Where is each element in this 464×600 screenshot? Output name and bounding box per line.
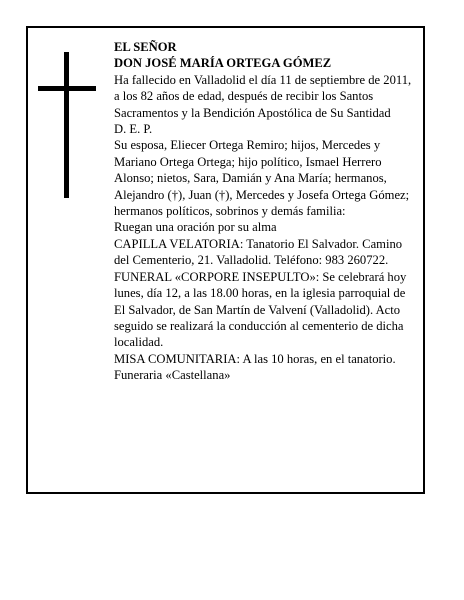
title-honorific: EL SEÑOR xyxy=(114,40,177,54)
death-announcement: Ha fallecido en Valladolid el día 11 de septiembre de 2011, a los 82 años de edad, después de recibir los Santos Sacramentos y la Bendición Apostólica de Su Santidad xyxy=(114,72,412,120)
rest-in-peace: D. E. P. xyxy=(114,122,153,137)
funeral-info: FUNERAL «CORPORE INSEPULTO»: Se celebrará hoy lunes, día 12, a las 18.00 horas, en la iglesia parroquial de El Salvador, de San Martín de Valvení (Valladolid). Acto seguido se realizará la conducción al cementerio de dicha localidad. xyxy=(114,269,407,350)
cross-horizontal-bar xyxy=(38,86,96,91)
deceased-name: DON JOSÉ MARÍA ORTEGA GÓMEZ xyxy=(114,56,332,71)
obituary-text xyxy=(114,39,416,384)
cross-vertical-bar xyxy=(64,52,69,198)
prayer-request: Ruegan una oración por su alma xyxy=(114,220,277,235)
mass-info: MISA COMUNITARIA: A las 10 horas, en el tanatorio. xyxy=(114,351,396,366)
family-list: Su esposa, Eliecer Ortega Remiro; hijos, Mercedes y Mariano Ortega Ortega; hijo político, Ismael Herrero Alonso; nietos, Sara, Damián y Ana María; hermanos, Alejandro (†), Juan (†), Mercedes y Josefa Ortega Gómez; hermanos políticos, sobrinos y demás familia: xyxy=(114,138,410,219)
funeral-home: Funeraria «Castellana» xyxy=(114,368,231,383)
chapel-info: CAPILLA VELATORIA: Tanatorio El Salvador. Camino del Cementerio, 21. Valladolid. Teléfono: 983 260722. xyxy=(114,236,403,268)
cross-icon xyxy=(38,52,96,198)
